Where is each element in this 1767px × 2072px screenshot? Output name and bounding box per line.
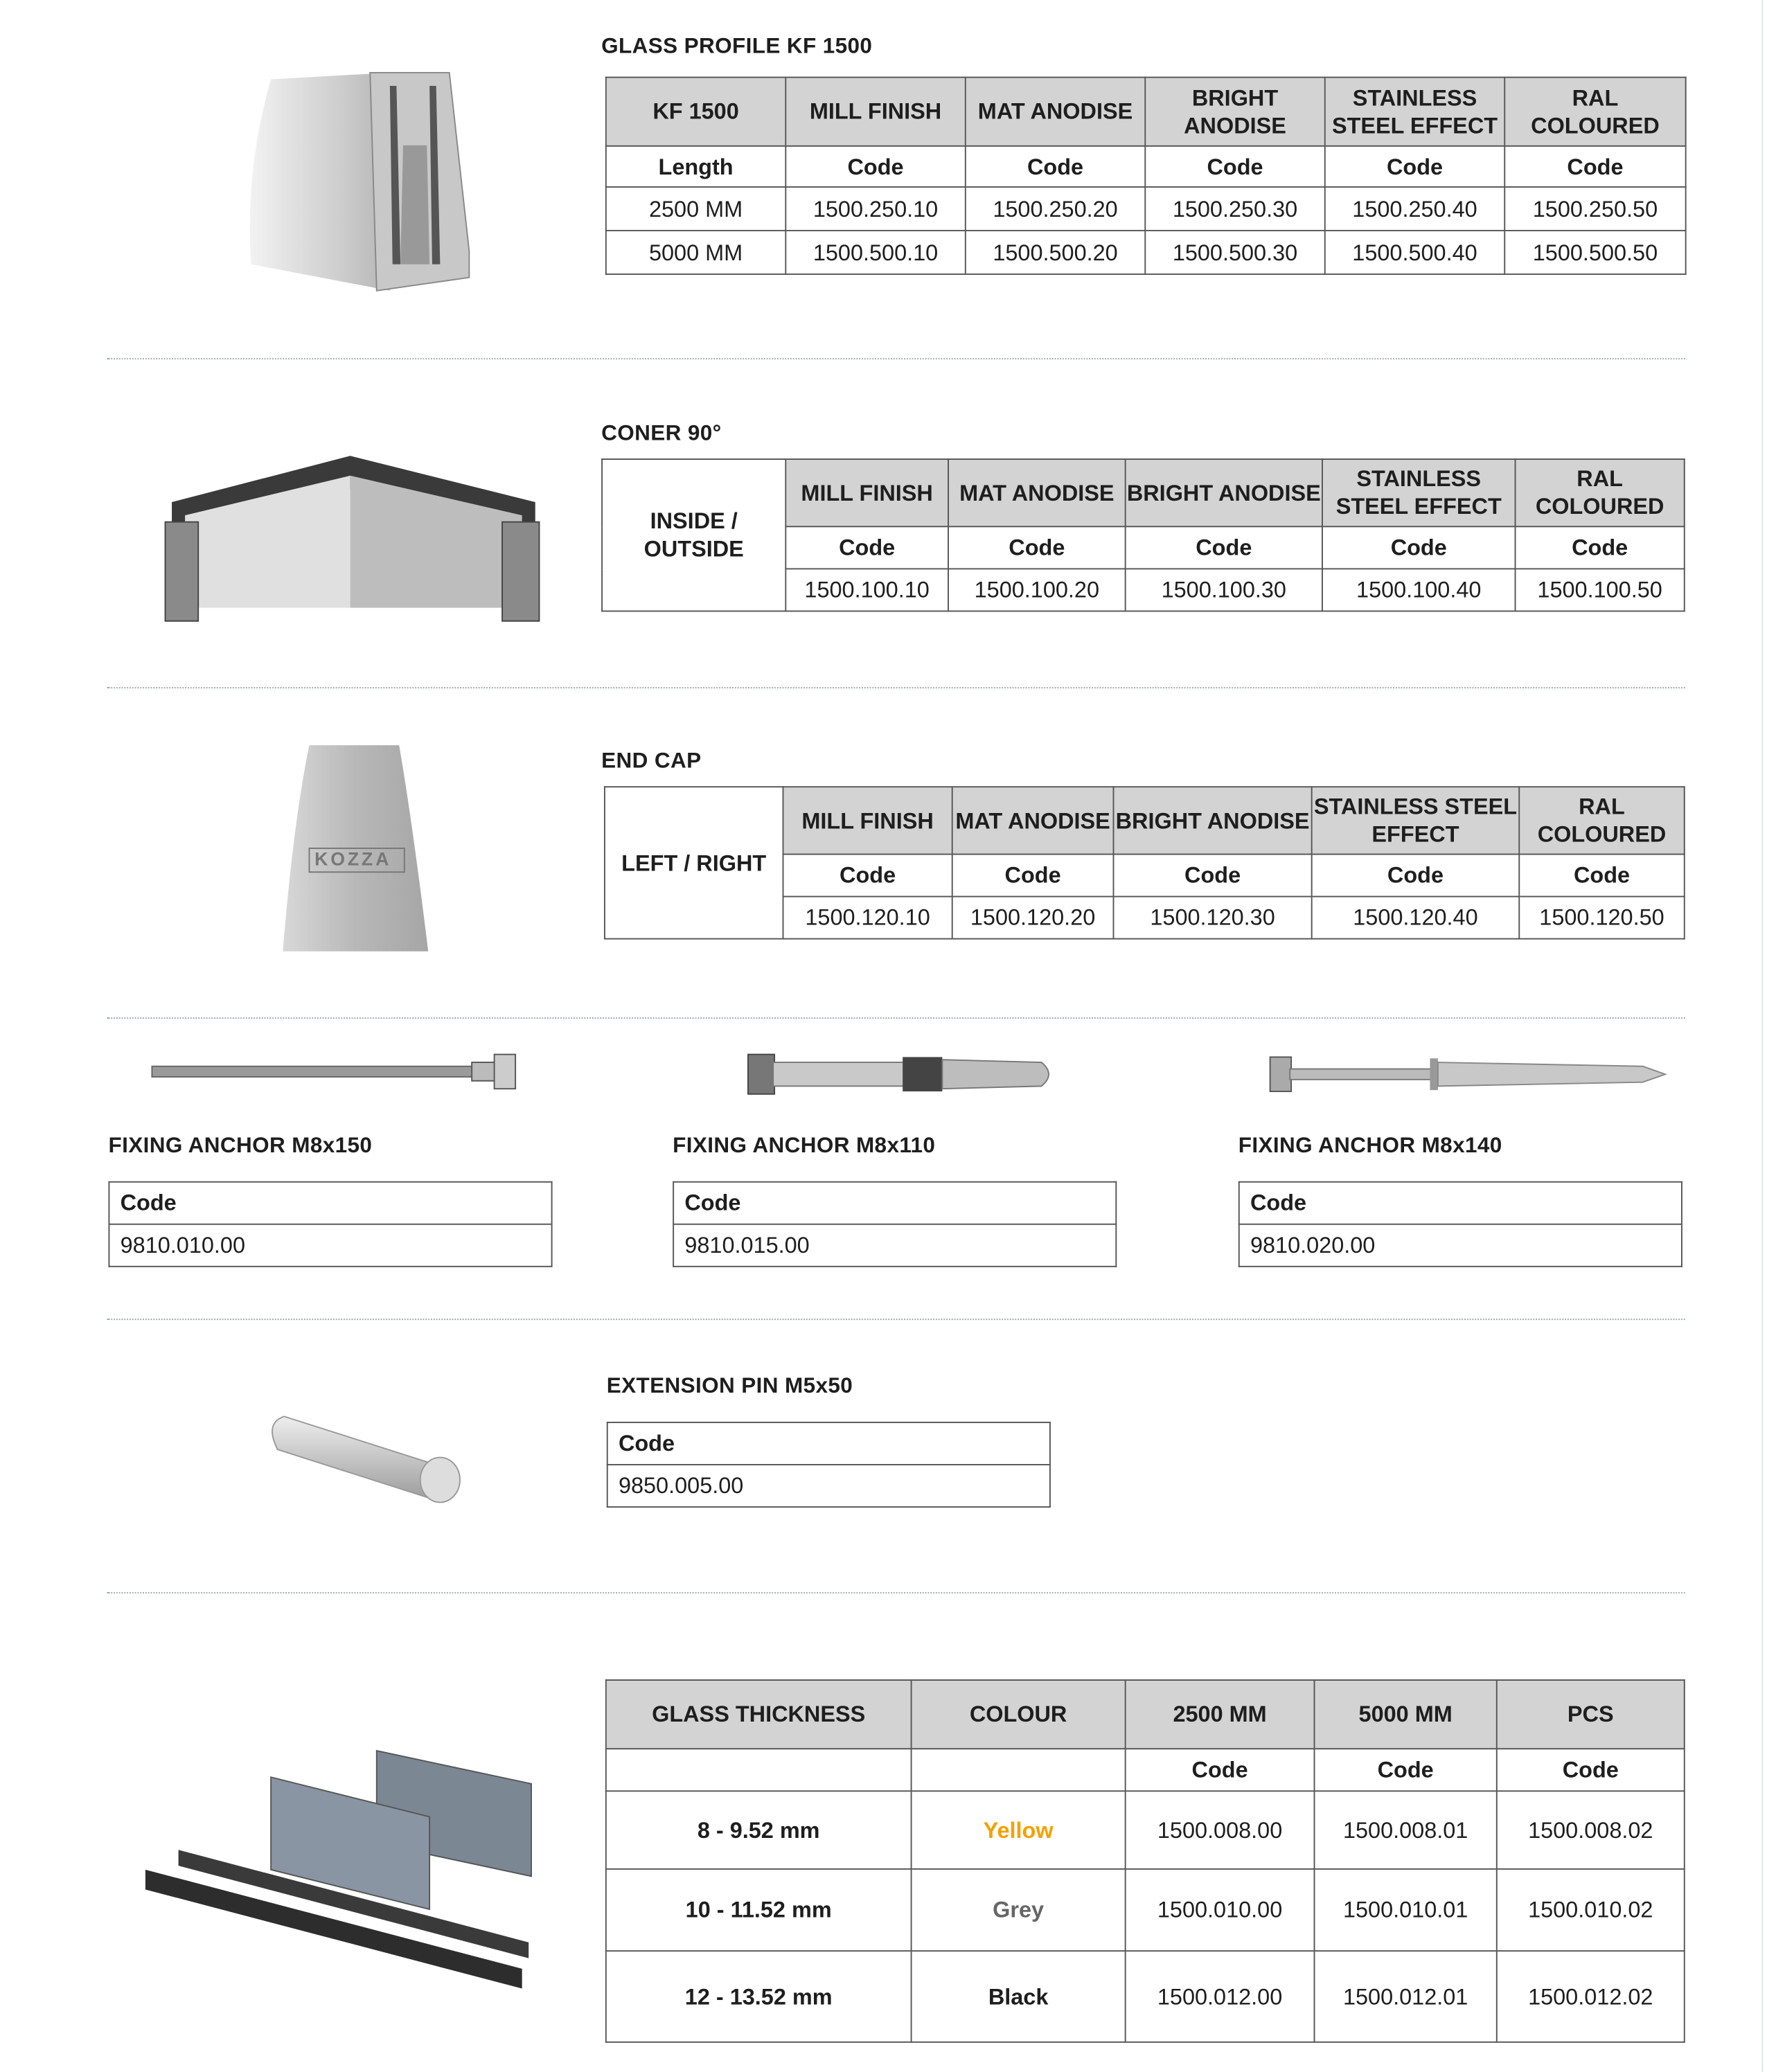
column-header: 5000 MM <box>1315 1680 1497 1749</box>
code-cell: 1500.008.02 <box>1497 1791 1685 1869</box>
code-cell: 1500.500.20 <box>966 231 1145 274</box>
code-cell: 1500.100.10 <box>785 569 948 611</box>
code-label: Code <box>109 1182 551 1224</box>
row-label: INSIDE / OUTSIDE <box>602 459 785 611</box>
column-header: MAT ANODISE <box>948 459 1126 526</box>
table-row <box>606 1680 1685 1749</box>
column-header: GLASS THICKNESS <box>606 1680 912 1749</box>
table-row <box>606 1749 1685 1791</box>
thickness-cell: 12 - 13.52 mm <box>606 1951 912 2042</box>
column-subheader: Code <box>1519 855 1685 897</box>
column-subheader <box>912 1749 1126 1791</box>
column-subheader: Code <box>1126 1749 1315 1791</box>
column-header: STAINLESS STEEL EFFECT <box>1325 78 1504 146</box>
code-cell: 1500.010.02 <box>1497 1869 1685 1951</box>
column-subheader: Code <box>952 855 1114 897</box>
colour-cell: Yellow <box>912 1791 1126 1869</box>
table-row <box>109 1224 551 1267</box>
code-cell: 1500.250.40 <box>1325 187 1504 231</box>
anchor-title: FIXING ANCHOR M8x110 <box>673 1134 936 1158</box>
code-cell: 1500.250.30 <box>1145 187 1324 231</box>
column-subheader: Code <box>1312 855 1520 897</box>
table-row <box>602 459 1685 526</box>
kozza-logo: KOZZA <box>314 848 392 870</box>
profile-table <box>605 77 1687 275</box>
code-cell: 1500.100.20 <box>948 569 1126 611</box>
table-row <box>673 1182 1116 1224</box>
divider <box>107 358 1685 359</box>
code-cell: 1500.100.40 <box>1322 569 1516 611</box>
column-header: 2500 MM <box>1126 1680 1315 1749</box>
column-header: MAT ANODISE <box>966 78 1145 146</box>
code-label: Code <box>673 1182 1116 1224</box>
code-cell: 1500.120.10 <box>783 897 952 939</box>
code-value: 9850.005.00 <box>607 1465 1050 1507</box>
column-subheader: Code <box>1516 526 1685 569</box>
column-subheader: Code <box>1497 1749 1685 1791</box>
code-value: 9810.010.00 <box>109 1224 551 1267</box>
column-header: MAT ANODISE <box>952 787 1114 854</box>
column-subheader: Code <box>1315 1749 1497 1791</box>
column-header: RAL COLOURED <box>1516 459 1685 526</box>
column-subheader: Code <box>1113 855 1311 897</box>
column-header: RAL COLOURED <box>1504 78 1685 146</box>
table-row <box>109 1182 551 1224</box>
corner-table <box>601 458 1685 611</box>
column-header: BRIGHT ANODISE <box>1126 459 1322 526</box>
column-subheader: Length <box>606 146 785 187</box>
divider <box>107 687 1685 688</box>
glass-profile-image <box>245 66 482 297</box>
table-row <box>1239 1224 1682 1267</box>
column-header: MILL FINISH <box>785 78 965 146</box>
anchor-title: FIXING ANCHOR M8x150 <box>108 1134 373 1158</box>
code-cell: 1500.500.10 <box>785 231 965 274</box>
corner-profile-image <box>159 449 542 634</box>
column-subheader: Code <box>1322 526 1516 569</box>
code-label: Code <box>607 1422 1050 1465</box>
end-cap-table <box>604 786 1685 939</box>
table-row <box>605 787 1685 854</box>
code-cell: 1500.010.00 <box>1126 1869 1315 1951</box>
code-value: 9810.015.00 <box>673 1224 1116 1267</box>
anchor-code-table <box>1238 1181 1682 1267</box>
table-row <box>606 146 1686 187</box>
column-header: RAL COLOURED <box>1519 787 1685 854</box>
column-header: MILL FINISH <box>783 787 952 854</box>
pin-code-table <box>607 1422 1051 1508</box>
column-header: STAINLESS STEEL EFFECT <box>1312 787 1520 854</box>
anchor-title: FIXING ANCHOR M8x140 <box>1238 1134 1502 1158</box>
thickness-cell: 8 - 9.52 mm <box>606 1791 912 1869</box>
section-title: GLASS PROFILE KF 1500 <box>601 34 873 58</box>
code-cell: 1500.100.50 <box>1516 569 1685 611</box>
column-header: COLOUR <box>912 1680 1126 1749</box>
column-header: BRIGHT ANODISE <box>1113 787 1311 854</box>
code-cell: 1500.250.50 <box>1504 187 1685 231</box>
code-cell: 1500.250.10 <box>785 187 965 231</box>
column-subheader: Code <box>785 146 965 187</box>
code-cell: 1500.012.00 <box>1126 1951 1315 2042</box>
anchor-m8x150-image <box>148 1046 521 1099</box>
anchor-code-table <box>673 1181 1117 1267</box>
gasket-table <box>605 1679 1685 2043</box>
table-row <box>606 1869 1685 1951</box>
divider <box>107 1592 1685 1593</box>
column-subheader: Code <box>1325 146 1504 187</box>
code-cell: 1500.120.50 <box>1519 897 1685 939</box>
table-row <box>606 187 1686 231</box>
table-row <box>673 1224 1116 1267</box>
table-row <box>606 231 1686 274</box>
column-header: STAINLESS STEEL EFFECT <box>1322 459 1516 526</box>
column-header: PCS <box>1497 1680 1685 1749</box>
column-subheader: Code <box>966 146 1145 187</box>
glass-gasket-image <box>139 1744 542 2009</box>
table-row <box>1239 1182 1682 1224</box>
column-subheader: Code <box>948 526 1126 569</box>
code-value: 9810.020.00 <box>1239 1224 1682 1267</box>
column-subheader: Code <box>785 526 948 569</box>
table-row <box>607 1465 1050 1507</box>
code-cell: 1500.120.30 <box>1113 897 1311 939</box>
column-subheader <box>606 1749 912 1791</box>
section-title: CONER 90° <box>601 421 722 445</box>
column-header: MILL FINISH <box>785 459 948 526</box>
code-cell: 1500.500.40 <box>1325 231 1504 274</box>
code-cell: 1500.120.40 <box>1312 897 1520 939</box>
divider <box>107 1319 1685 1320</box>
colour-cell: Black <box>912 1951 1126 2042</box>
table-row <box>606 78 1686 146</box>
column-subheader: Code <box>783 855 952 897</box>
code-cell: 1500.120.20 <box>952 897 1114 939</box>
table-row <box>606 1791 1685 1869</box>
table-row <box>607 1422 1050 1465</box>
code-cell: 1500.500.30 <box>1145 231 1324 274</box>
code-cell: 1500.500.50 <box>1504 231 1685 274</box>
extension-pin-image <box>271 1403 466 1511</box>
table-row <box>606 1951 1685 2042</box>
code-cell: 1500.010.01 <box>1315 1869 1497 1951</box>
anchor-m8x110-image <box>744 1046 1061 1102</box>
divider <box>107 1017 1685 1019</box>
column-subheader: Code <box>1504 146 1685 187</box>
column-subheader: Code <box>1145 146 1324 187</box>
code-cell: 1500.012.02 <box>1497 1951 1685 2042</box>
column-header: BRIGHT ANODISE <box>1145 78 1324 146</box>
section-title: END CAP <box>601 749 702 774</box>
code-cell: 1500.100.30 <box>1126 569 1322 611</box>
code-label: Code <box>1239 1182 1682 1224</box>
length-cell: 2500 MM <box>606 187 785 231</box>
column-header: KF 1500 <box>606 78 785 146</box>
page-edge-line <box>1761 0 1763 2072</box>
code-cell: 1500.012.01 <box>1315 1951 1497 2042</box>
code-cell: 1500.250.20 <box>966 187 1145 231</box>
row-label: LEFT / RIGHT <box>605 787 783 938</box>
colour-cell: Grey <box>912 1869 1126 1951</box>
anchor-code-table <box>108 1181 552 1267</box>
anchor-m8x140-image <box>1266 1051 1669 1098</box>
code-cell: 1500.008.01 <box>1315 1791 1497 1869</box>
column-subheader: Code <box>1126 526 1322 569</box>
code-cell: 1500.008.00 <box>1126 1791 1315 1869</box>
section-title: EXTENSION PIN M5x50 <box>606 1374 853 1398</box>
length-cell: 5000 MM <box>606 231 785 274</box>
thickness-cell: 10 - 11.52 mm <box>606 1869 912 1951</box>
